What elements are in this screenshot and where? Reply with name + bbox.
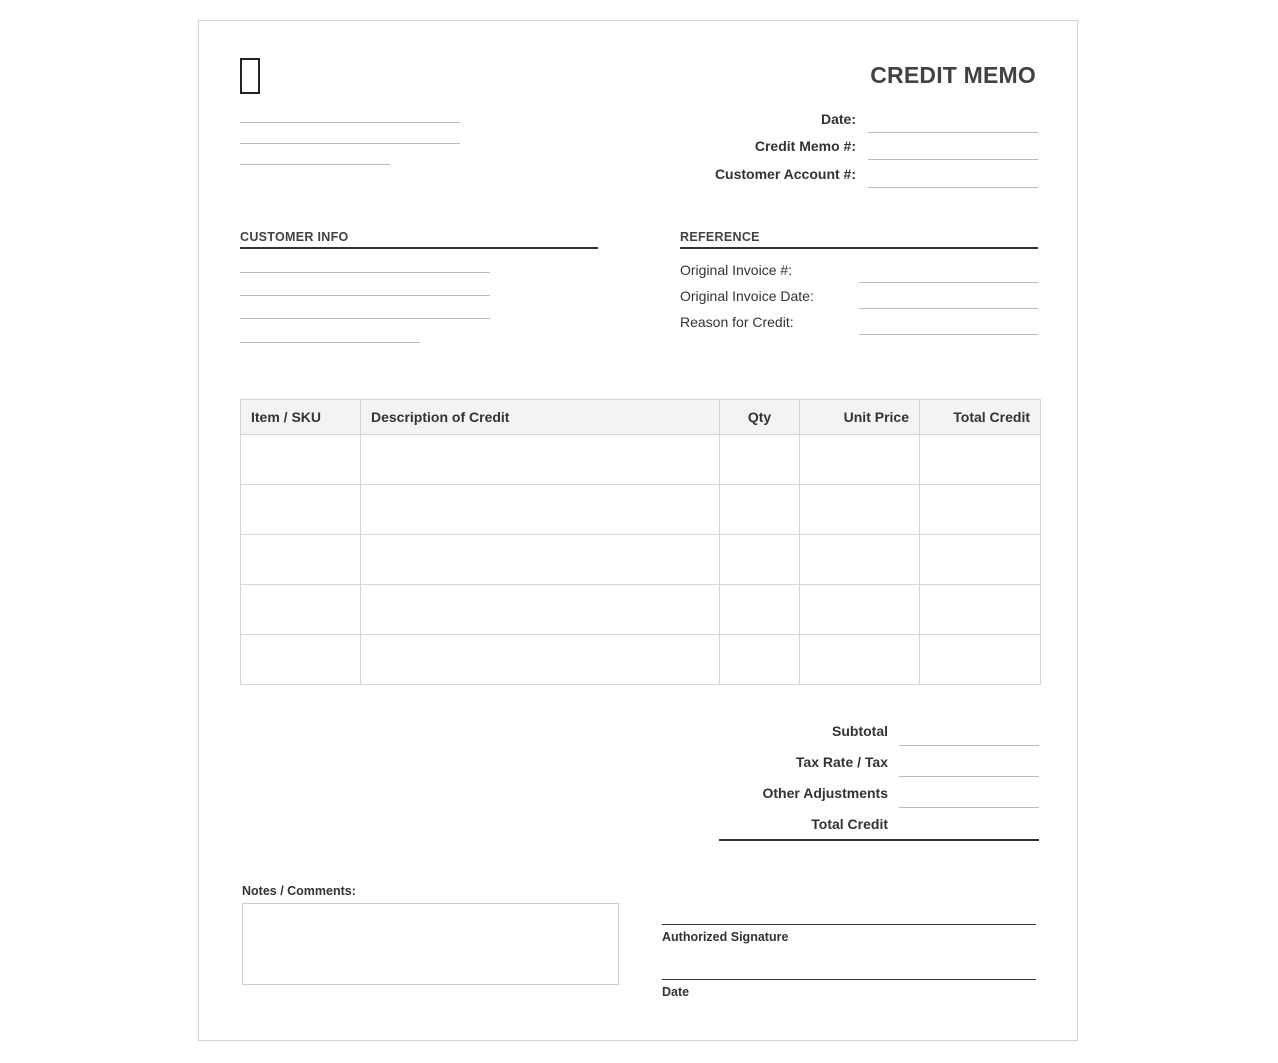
table-cell[interactable] bbox=[241, 435, 361, 485]
notes-textarea[interactable] bbox=[242, 903, 619, 985]
table-row bbox=[241, 535, 1041, 585]
original-invoice-number-label: Original Invoice #: bbox=[680, 262, 793, 278]
company-address-line[interactable] bbox=[240, 122, 460, 123]
other-adjustments-field[interactable] bbox=[899, 807, 1039, 808]
subtotal-label: Subtotal bbox=[832, 723, 888, 739]
table-row bbox=[241, 585, 1041, 635]
customer-account-label: Customer Account #: bbox=[714, 166, 856, 182]
original-invoice-date-field[interactable] bbox=[859, 308, 1038, 309]
authorized-signature-label: Authorized Signature bbox=[662, 930, 789, 944]
table-cell[interactable] bbox=[920, 435, 1041, 485]
customer-account-field[interactable] bbox=[868, 187, 1038, 188]
reference-heading: REFERENCE bbox=[680, 230, 1038, 249]
credit-items-table bbox=[240, 399, 1041, 685]
credit-memo-page bbox=[198, 20, 1078, 1041]
table-row bbox=[241, 485, 1041, 535]
credit-memo-number-field[interactable] bbox=[868, 159, 1038, 160]
table-cell[interactable] bbox=[241, 535, 361, 585]
table-cell[interactable] bbox=[720, 585, 800, 635]
customer-info-line[interactable] bbox=[240, 272, 490, 273]
table-cell[interactable] bbox=[800, 535, 920, 585]
customer-info-line[interactable] bbox=[240, 295, 490, 296]
table-cell[interactable] bbox=[720, 635, 800, 685]
table-cell[interactable] bbox=[920, 585, 1041, 635]
reason-for-credit-field[interactable] bbox=[859, 334, 1038, 335]
original-invoice-date-label: Original Invoice Date: bbox=[680, 288, 814, 304]
total-credit-label: Total Credit bbox=[811, 816, 888, 832]
credit-memo-number-label: Credit Memo #: bbox=[754, 138, 856, 154]
table-cell[interactable] bbox=[720, 535, 800, 585]
table-cell[interactable] bbox=[920, 535, 1041, 585]
signature-date-line[interactable] bbox=[662, 979, 1036, 980]
document-title: CREDIT MEMO bbox=[870, 62, 1036, 88]
table-cell[interactable] bbox=[361, 435, 720, 485]
date-label: Date: bbox=[820, 111, 856, 127]
subtotal-field[interactable] bbox=[899, 745, 1039, 746]
table-cell[interactable] bbox=[241, 485, 361, 535]
table-row bbox=[241, 435, 1041, 485]
table-cell[interactable] bbox=[720, 435, 800, 485]
customer-info-line[interactable] bbox=[240, 342, 420, 343]
authorized-signature-line[interactable] bbox=[662, 924, 1036, 925]
table-row bbox=[241, 635, 1041, 685]
tax-field[interactable] bbox=[899, 776, 1039, 777]
other-adjustments-label: Other Adjustments bbox=[762, 785, 888, 801]
table-cell[interactable] bbox=[361, 635, 720, 685]
table-cell[interactable] bbox=[800, 485, 920, 535]
column-header-qty: Qty bbox=[720, 400, 800, 435]
date-field[interactable] bbox=[868, 132, 1038, 133]
table-header-row bbox=[241, 400, 1041, 435]
table-cell[interactable] bbox=[800, 635, 920, 685]
original-invoice-number-field[interactable] bbox=[859, 282, 1038, 283]
column-header-description: Description of Credit bbox=[361, 400, 720, 435]
column-header-item-sku: Item / SKU bbox=[241, 400, 361, 435]
total-credit-field[interactable] bbox=[719, 839, 1039, 841]
customer-info-heading: CUSTOMER INFO bbox=[240, 230, 598, 249]
signature-date-label: Date bbox=[662, 985, 690, 999]
table-cell[interactable] bbox=[920, 485, 1041, 535]
column-header-unit-price: Unit Price bbox=[800, 400, 920, 435]
column-header-total-credit: Total Credit bbox=[920, 400, 1041, 435]
reason-for-credit-label: Reason for Credit: bbox=[680, 314, 794, 330]
table-cell[interactable] bbox=[241, 585, 361, 635]
table-cell[interactable] bbox=[361, 585, 720, 635]
table-cell[interactable] bbox=[241, 635, 361, 685]
logo-placeholder bbox=[240, 58, 260, 94]
table-cell[interactable] bbox=[720, 485, 800, 535]
company-address-line[interactable] bbox=[240, 164, 390, 165]
notes-label: Notes / Comments: bbox=[242, 884, 356, 898]
tax-label: Tax Rate / Tax bbox=[795, 754, 888, 770]
table-cell[interactable] bbox=[361, 535, 720, 585]
table-cell[interactable] bbox=[361, 485, 720, 535]
table-cell[interactable] bbox=[800, 585, 920, 635]
customer-info-line[interactable] bbox=[240, 318, 490, 319]
company-address-line[interactable] bbox=[240, 143, 460, 144]
table-cell[interactable] bbox=[920, 635, 1041, 685]
table-cell[interactable] bbox=[800, 435, 920, 485]
